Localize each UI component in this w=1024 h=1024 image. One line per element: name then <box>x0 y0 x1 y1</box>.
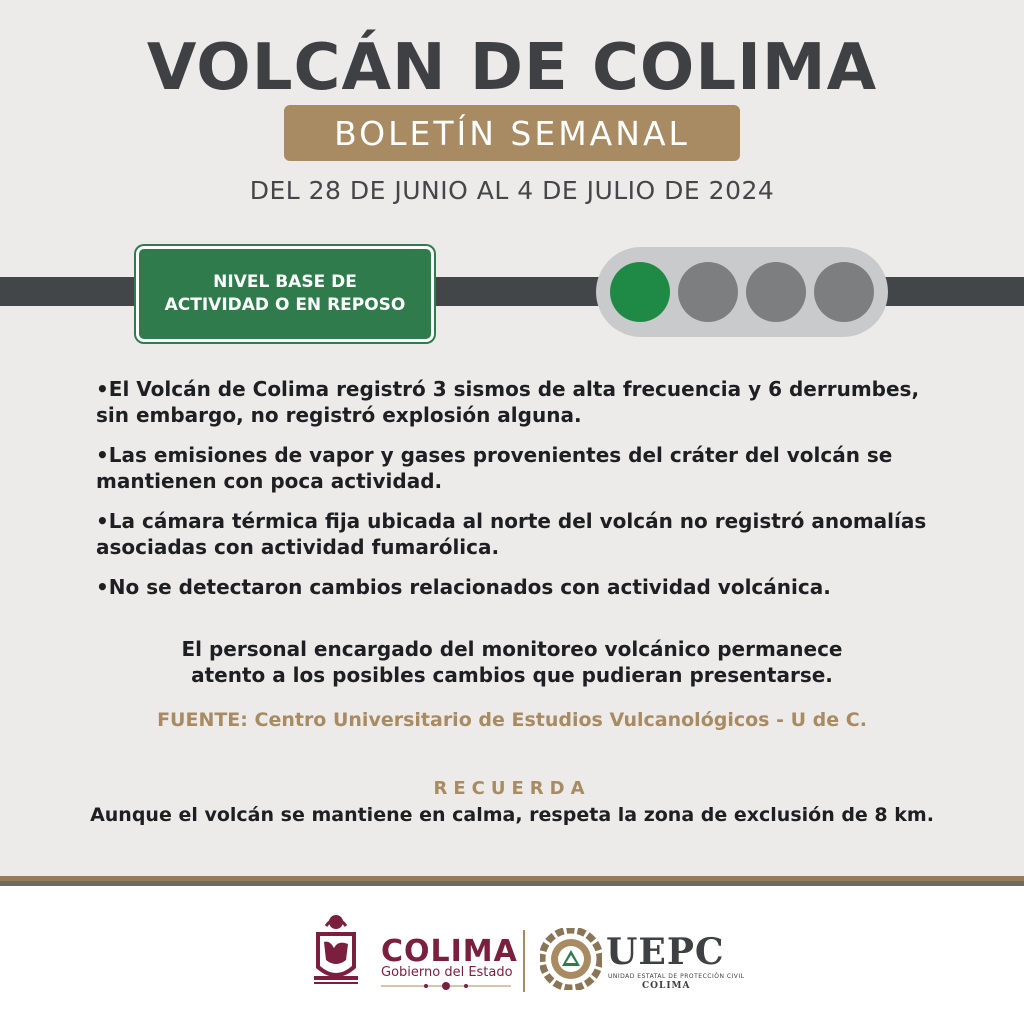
traffic-light-off-icon <box>814 262 874 322</box>
traffic-light-indicator <box>596 247 888 337</box>
uepc-logo-text: UEPC <box>606 931 725 973</box>
ornament-icon <box>381 981 511 991</box>
colima-logo-subtitle: Gobierno del Estado <box>381 965 513 980</box>
activity-level-line1: NIVEL BASE DE <box>213 272 357 292</box>
source-credit: FUENTE: Centro Universitario de Estudios Vulcanológicos - U de C. <box>157 709 867 731</box>
monitoring-note-line1: El personal encargado del monitoreo volcánico permanece <box>181 637 843 661</box>
date-range: DEL 28 DE JUNIO AL 4 DE JULIO DE 2024 <box>249 176 775 205</box>
page-title: VOLCÁN DE COLIMA <box>146 31 878 105</box>
traffic-light-green-icon <box>610 262 670 322</box>
logo-separator <box>523 930 525 992</box>
list-item: •No se detectaron cambios relacionados con actividad volcánica. <box>96 575 831 599</box>
activity-level-badge <box>136 246 434 342</box>
uepc-seal-icon <box>540 928 602 990</box>
footer-divider <box>0 876 1024 886</box>
uepc-logo-city: COLIMA <box>642 981 691 991</box>
monitoring-note <box>0 636 1024 688</box>
activity-level-line2: ACTIVIDAD O EN REPOSO <box>164 295 406 315</box>
monitoring-note-line2: atento a los posibles cambios que pudieran presentarse. <box>191 663 833 687</box>
traffic-light-off-icon <box>678 262 738 322</box>
list-item: •La cámara térmica fija ubicada al norte del volcán no registró anomalías asociadas con actividad fumarólica. <box>96 509 927 559</box>
bulletin-banner <box>284 105 740 161</box>
colima-logo-text: COLIMA <box>381 934 518 969</box>
colima-crest-icon <box>306 910 366 990</box>
bulletin-list <box>96 376 946 614</box>
bulletin-label: BOLETÍN SEMANAL <box>334 113 690 153</box>
list-item: •El Volcán de Colima registró 3 sismos de alta frecuencia y 6 derrumbes, sin embargo, no registró explosión alguna. <box>96 377 920 427</box>
remember-message: Aunque el volcán se mantiene en calma, respeta la zona de exclusión de 8 km. <box>90 804 934 826</box>
list-item: •Las emisiones de vapor y gases provenientes del cráter del volcán se mantienen con poca actividad. <box>96 443 893 493</box>
uepc-logo-subtitle: UNIDAD ESTATAL DE PROTECCIÓN CIVIL <box>608 973 745 980</box>
traffic-light-off-icon <box>746 262 806 322</box>
remember-heading: RECUERDA <box>433 778 591 799</box>
